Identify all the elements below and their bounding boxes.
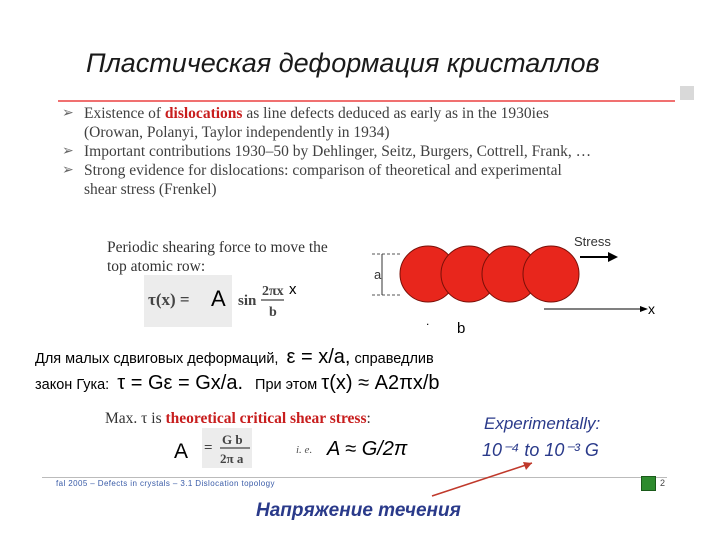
bullet-item [62,142,682,161]
chevron-right-icon: ➢ [62,106,74,121]
shear-caption-line: top atomic row: [107,258,206,275]
nav-icon[interactable] [641,476,656,491]
crystal-diagram [360,232,670,340]
strain-formula: ε = x/a, [286,346,351,368]
bullet-line: (Orowan, Polanyi, Taylor independently in 1934) [84,124,390,141]
dislocations-highlight: dislocations [164,105,243,122]
x-label: x [648,301,655,317]
shear-caption [107,238,328,276]
experimental-label: Experimentally: [484,414,601,433]
russian-line-1-tail: справедлив [354,351,434,367]
max-tau-numerator: G b [222,432,243,447]
max-tau-formula [170,428,270,468]
tau-denominator: b [269,305,277,320]
bullet-list [62,104,682,199]
bullet-line: Strong evidence for dislocations: comparison of theoretical and experimental [84,162,562,179]
russian-line-2-mid: При этом [255,377,318,393]
tau-lhs: τ(x) = [148,290,190,309]
max-tau-denominator: 2π a [220,451,244,466]
theoretical-caption: Max. τ is theoretical critical shear stress: [105,410,371,427]
annotation-arrowhead-icon [523,462,532,470]
stress-label: Stress [574,234,611,249]
a-label: a [374,267,382,282]
b-origin-dot: . [426,314,430,328]
stress-arrowhead-icon [608,252,618,262]
atom-row [400,246,579,302]
tau-formula [144,275,302,327]
sin-label: sin [238,293,257,309]
footer-rule [42,477,667,478]
bullet-item [62,104,682,142]
atom-circle [523,246,579,302]
bullet-line: Important contributions 1930–50 by Dehlinger, Seitz, Burgers, Cottrell, Frank, … [84,143,592,160]
max-tau-amplitude: A [174,440,189,463]
bullet-item [62,161,682,199]
tau-numerator: 2πx [262,284,284,299]
tau-amplitude: A [211,286,226,311]
slide-title: Пластическая деформация кристаллов [86,48,600,78]
russian-line-2 [35,372,440,395]
x-arrowhead-icon [640,306,648,312]
flow-stress-annotation: Напряжение течения [256,500,461,521]
footer-text: fal 2005 – Defects in crystals – 3.1 Dislocation topology [56,479,275,488]
theoretical-highlight: theoretical critical shear stress [165,410,367,427]
max-tau-equals: = [204,440,213,456]
bullet-line: shear stress (Frenkel) [84,181,217,198]
russian-line-1 [35,346,434,369]
approx-formula: A ≈ G/2π [327,438,408,460]
chevron-right-icon: ➢ [62,163,74,178]
hooke-formula: τ = Gε = Gx/a. [117,372,244,394]
russian-line-2-lead: закон Гука: [35,377,110,393]
title-accent-square [680,86,694,100]
chevron-right-icon: ➢ [62,144,74,159]
b-label: b [457,320,466,337]
page-number: 2 [660,478,666,488]
bullet-line: Existence of dislocations as line defects deduced as early as in the 1930ies [84,105,549,122]
russian-line-1-lead: Для малых сдвиговых деформаций, [35,351,279,367]
tau-x-variable: x [289,281,297,298]
tau-approx-formula: τ(x) ≈ A2πx/b [321,372,440,394]
shear-caption-line: Periodic shearing force to move the [107,239,328,256]
title-rule [58,100,675,102]
experimental-value: 10⁻⁴ to 10⁻³ G [482,440,599,460]
ie-label: i. e. [296,444,313,456]
